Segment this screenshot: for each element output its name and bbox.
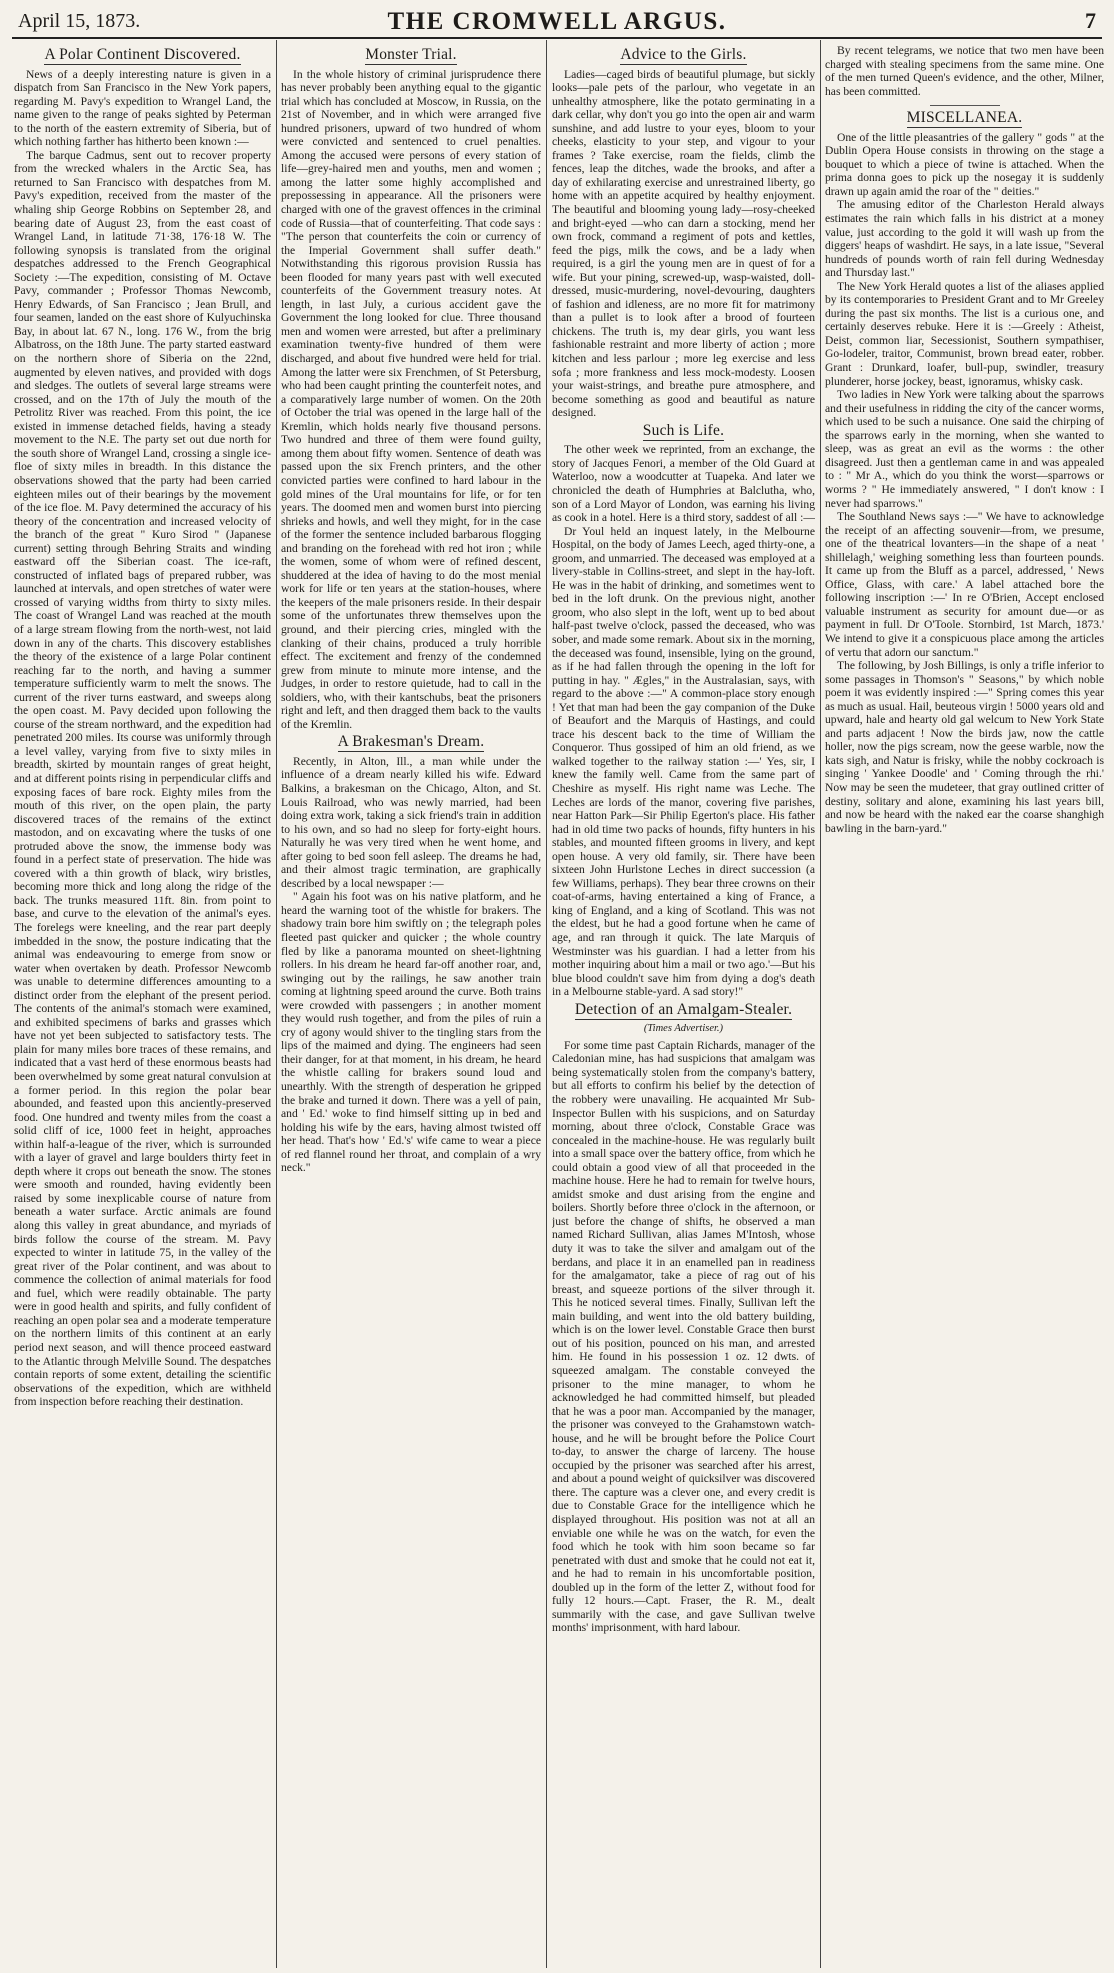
article-paragraph: The other week we reprinted, from an exchange, the story of Jacques Fenori, a member of the Old Guard at Waterloo, now a woodcutter at Tuapeka. And later we chronicled the death of Humphries at Balclutha, who, son of a Lord Mayor of London, was earning his living as cook in a hotel. Here is a third story, saddest of all :— [552, 443, 815, 525]
article-amalgam-stealer-continued [825, 44, 1104, 98]
article-headline: MISCELLANEA. [906, 109, 1023, 127]
newspaper-title: THE CROMWELL ARGUS. [387, 8, 727, 35]
article-headline: Such is Life. [642, 421, 725, 439]
column-2 [281, 44, 541, 1964]
article-miscellanea [825, 111, 1104, 835]
masthead-rule [12, 37, 1102, 39]
column-divider [546, 40, 547, 1968]
issue-date: April 15, 1873. [18, 10, 141, 32]
article-monster-trial [281, 48, 541, 731]
article-amalgam-stealer [552, 1000, 815, 1635]
article-source: (Times Advertiser.) [643, 1023, 724, 1035]
article-headline: Monster Trial. [365, 46, 457, 63]
article-brakesmans-dream [281, 735, 541, 1175]
article-headline: Detection of an Amalgam-Stealer. [574, 1000, 793, 1018]
article-paragraph: Recently, in Alton, Ill., a man while under the influence of a dream nearly killed his wife. Edward Balkins, a brakesman on the Chicago, Alton, and St. Louis Railroad, who was newly married, had been doing extra work, taking a sick friend's train in addition to his own, and so had no sleep for forty-eight hours. Naturally he was very tired when he went home, and after going to bed soon fell asleep. The dreams he had, and their almost tragic termination, are graphically described by a local newspaper :— [281, 754, 541, 890]
article-paragraph: The barque Cadmus, sent out to recover property from the wrecked whalers in the Arctic Sea, has returned to San Francisco with despatches from M. Pavy's expedition, received from the master of the whaling ship George Robbins on September 28, and bearing date of August 23, from the east coast of Wrangel Land, in latitude 71·38, 176·18 W. The following synopsis is translated from the original despatches addressed to the French Geographical Society :—The expedition, consisting of M. Octave Pavy, commander ; Professor Thomas Newcomb, Henry Edwards, of San Francisco ; Jean Brull, and four seamen, landed on the east shore of Kulyuchinska Bay, in about lat. 67 N., long. 176 W., from the brig Albatross, on the 18th June. The party started eastward on the northern shore of Siberia on the 22nd, augmented by eleven natives, and provided with dogs and sledges. The outlets of several large streams were crossed, and on the 17th of July the mouth of the Petrolitz River was reached. From this point, the ice existed in immense detached fields, having a steady movement to the N.E. The party set out due north for the south shore of Wrangel Land, crossing a single ice-floe of sixty miles in breadth. In this distance the observations showed that the party had been carried eighteen miles out of their bearings by the movement of the ice floe. M. Pavy determined the accuracy of his theory of the concentration and increased velocity of the branch of the great " Kuro Sirod " (Japanese current) setting through Behring Straits and winding eastward off the Siberian coast. The ice-raft, constructed of inflated bags of prepared rubber, was launched at intervals, and open stretches of water were crossed of varying widths from thirty to sixty miles. The coast of Wrangel Land was reached at the mouth of a large stream flowing from the north-west, not laid down in any of the charts. This discovery establishes the theory of the existence of a large Polar continent reaching far to the north, and having a summer temperature sufficiently warm to melt the snows. The current of the river turns eastward, and sweeps along the open coast. M. Pavy decided upon following the course of the stream northward, and the expedition had penetrated 200 miles. Its course was uniformly through a level valley, varying from five to sixty miles in breadth, skirted by mountain ranges of great height, and at different points rising in perpendicular cliffs and exposing faces of bare rock. Eighty miles from the mouth of this river, on the open plain, the party discovered traces of the remains of the extinct mastodon, and on excavating where the tusks of one protruded above the snow, the immense body was found in a perfect state of preservation. The hide was covered with a thin growth of black, wiry bristles, becoming more thick and long along the ridge of the back. The trunks measured 11ft. 8in. from point to base, and curve to the elevation of the animal's eyes. The forelegs were kneeling, and the rear part deeply imbedded in the snow, the posture indicating that the animal was endeavouring to emerge from snow or water when overtaken by death. Professor Newcomb was unable to determine differences amounting to a distinct order from the elephant of the present period. The contents of the animal's stomach were examined, and exhibited specimens of barks and grasses which have not yet been subjected to satisfactory tests. The plain for many miles bore traces of these remains, and indicated that a vast herd of these enormous beasts had been overwhelmed by some great natural convulsion at a former period. In this region the polar bear abounded, and feasted upon this anciently-preserved food. One hundred and twenty miles from the coast a solid cliff of ice, 1000 feet in height, approaches within half-a-league of the river, which is surrounded with a layer of gravel and large boulders thirty feet in depth where it crops out beneath the snow. The stones were smooth and rounded, having evidently been raised by some inexplicable course of nature from beneath a water surface. Arctic animals are found along this valley in great abundance, and myriads of birds follow the course of the stream. M. Pavy expected to winter in latitude 75, in the valley of the great river of the Polar continent, and was about to commence the collection of animal materials for food and fuel, which were readily obtainable. The party were in good health and spirits, and fully confident of reaching an open polar sea and a moderate temperature on the northern limits of this continent at an early period next season, and will thence proceed eastward to the Atlantic through Melville Sound. The despatches contain reports of some extent, detailing the scientific observations of the expedition, which are withheld from inspection before reaching their destination. [14, 148, 271, 1409]
article-paragraph: " Again his foot was on his native platform, and he heard the warning toot of the whistle for brakers. The shadowy train bore him swiftly on ; the telegraph poles fleeted past quicker and quicker ; the whole country fled by like a panorama mounted on sheet-lightning rollers. In his dream he heard far-off another roar, and, swinging out by the railings, he saw another train coming at lightning speed around the curve. Both trains were crowded with passengers ; in another moment they would rush together, and from the piles of ruin a cry of agony would shiver to the tingling stars from the lips of the maimed and dying. The engineers had seen their danger, for at that moment, in his dream, he heard the whistle calling for brakers sound loud and unearthly. With the strength of desperation he gripped the brake and turned it down. There was a yell of pain, and ' Ed.' woke to find himself sitting up in bed and holding his wife by the ears, having almost twisted off her head. That's how ' Ed.'s' wife came to wear a piece of red flannel round her throat, and complain of a wry neck." [281, 890, 541, 1175]
article-paragraph: Ladies—caged birds of beautiful plumage, but sickly looks—pale pets of the parlour, who vegetate in an unhealthy atmosphere, like the potato germinating in a dark cellar, why don't you go into the open air and warm sunshine, and add lustre to your eyes, bloom to your cheeks, elasticity to your step, and vigour to your frames ? Take exercise, roam the fields, climb the fences, leap the ditches, wade the brooks, and after a day of exhilarating exercise and unrestrained liberty, go home with an appetite acquired by healthy enjoyment. The beautiful and blooming young lady—rosy-cheeked and bright-eyed —who can darn a stocking, mend her own frock, command a regiment of pots and kettles, feed the pigs, milk the cows, and be a lady when required, is a girl the young men are in quest of for a wife. But your pining, screwed-up, wasp-waisted, doll-dressed, music-murdering, novel-devouring, daughters of fashion and idleness, are no more fit for matrimony than a pullet is to look after a brood of fourteen chickens. The truth is, my dear girls, you want less fashionable restraint and more liberty of action ; more kitchen and less parlour ; more leg exercise and less sofa ; more frankness and less mock-modesty. Loosen your waist-strings, and breathe pure atmosphere, and become something as good and beautiful as nature designed. [552, 67, 815, 420]
article-headline: Advice to the Girls. [620, 46, 747, 63]
article-paragraph: The Southland News says :—" We have to acknowledge the receipt of an affecting souvenir—from, we presume, one of the theatrical lovanters—in the shape of a neat ' shillelagh,' weighing something less than fourteen pounds. It came up from the Bluff as a parcel, addressed, ' News Office, Glass, with care.' A label attached bore the following inscription :—' In re O'Brien, Accept enclosed valuable instrument as security for amount due—or as payment in full. Dr O'Toole. Stornbird, 1st March, 1873.' We intend to give it a conspicuous place among the articles of vertu that adorn our sanctum." [825, 510, 1104, 659]
article-paragraph: News of a deeply interesting nature is given in a dispatch from San Francisco in the New York papers, regarding M. Pavy's expedition to Wrangel Land, the name given to the range of peaks sighted by Peterman to the north of the eastern extremity of Siberia, but of which nothing farther has hitherto been known :— [14, 67, 271, 149]
article-headline: A Polar Continent Discovered. [44, 46, 241, 63]
article-paragraph: The New York Herald quotes a list of the aliases applied by its contemporaries to President Grant and to Mr Greeley during the past six months. The list is a curious one, and certainly deserves rebuke. Here it is :—Greely : Atheist, Deist, common liar, Secessionist, Southern sympathiser, Go-lodeler, traitor, Communist, brown bread eater, robber. Grant : Drunkard, loafer, bull-pup, swindler, treasury plunderer, horse jockey, beast, ignoramus, whisky cask. [825, 279, 1104, 388]
article-advice-to-girls [552, 48, 815, 420]
article-paragraph: Dr Youl held an inquest lately, in the Melbourne Hospital, on the body of James Leech, aged thirty-one, a groom, and unmarried. The deceased was employed at a livery-stable in Collins-street, and slept in the hay-loft. He was in the habit of drinking, and sometimes went to bed in the loft drunk. On the previous night, another groom, who also slept in the loft, went up to bed about half-past twelve o'clock, passed the deceased, who was sober, and made some remark. About six in the morning, the deceased was found, insensible, lying on the ground, as if he had fallen through the opening in the loft for putting in hay. " Ægles," in the Australasian, says, with regard to the above :—" A common-place story enough ! Yet that man had been the gay companion of the Duke of Beaufort and the Marquis of Hastings, and could trace his descent back to the time of William the Conqueror. Thus gossiped of him an old friend, as we walked together to the railway station :—' Yes, sir, I knew the family well. Came from the same part of Cheshire as myself. His right name was Leche. The Leches are lords of the manor, covering five parishes, near Hatton Park—Sir Philip Egerton's place. His father had in old time two packs of hounds, fifty hunters in his stables, and mounted fifteen grooms in livery, and kept open house. A very old family, sir. There have been sixteen John Hurlstone Leches in direct succession (a few Williams, perhaps). They bear three crowns on their coat-of-arms, having entertained a king of France, a king of England, and a king of Scotland. This was not the eldest, but he had a good fortune when he came of age, and ran through it quick. The late Marquis of Westminster was his guardian. I had a letter from his mother inquiring about him a mail or two ago.'—But his blue blood couldn't save him from dying a dog's death in a Melbourne stable-yard. A sad story!" [552, 524, 815, 999]
article-paragraph: Two ladies in New York were talking about the sparrows and their usefulness in ridding the city of the cancer worms, which used to be such a nuisance. One said the chirping of the sparrows early in the morning, when she wanted to sleep, was as great an evil as the worms : the other disagreed. Just then a gentleman came in and was appealed to : " Mr A., which do you think the worst—sparrows or worms ? " He immediately answered, " I don't know : I never had sparrows." [825, 388, 1104, 510]
section-rule [930, 105, 1000, 106]
column-1 [14, 44, 271, 1964]
article-polar-continent [14, 48, 271, 1409]
column-divider [276, 40, 277, 1968]
article-paragraph: One of the little pleasantries of the gallery " gods " at the Dublin Opera House consists in throwing on the stage a bouquet to which a piece of twine is attached. When the prima donna goes to pick up the nosegay it is suddenly drawn up again amid the roar of the " deities." [825, 130, 1104, 198]
article-paragraph: For some time past Captain Richards, manager of the Caledonian mine, has had suspicions that amalgam was being systematically stolen from the company's battery, but all efforts to confirm his belief by the detection of the robbery were unavailing. He acquainted Mr Sub-Inspector Bullen with his suspicions, and on Saturday morning, about three o'clock, Constable Grace was concealed in the machine-house. He was regularly built into a small space over the battery office, from which he could obtain a good view of all that proceeded in the machine house. Here he had to remain for twelve hours, amidst smoke and dust arising from the engine and boilers. Shortly before three o'clock in the afternoon, or just before the change of shifts, he observed a man named Richard Sullivan, alias James M'Intosh, whose duty it was to take the silver and amalgam out of the berdans, and place it in an enamelled pan in readiness for the amalgamator, take a piece of rag out of his breast, and squeeze portions of the silver through it. This he noticed several times. Finally, Sullivan left the main building, and went into the old battery building, which is on the lower level. Constable Grace then burst out of his position, pounced on his man, and arrested him. He found in his possession 1 oz. 12 dwts. of squeezed amalgam. The constable conveyed the prisoner to the mine manager, to whom he acknowledged he had committed himself, but pleaded that he was a poor man. Accompanied by the manager, the prisoner was conveyed to the Grahamstown watch-house, and he will be brought before the Police Court to-day, to answer the charge of larceny. The house occupied by the prisoner was searched after his arrest, and about a pound weight of quicksilver was discovered there. The capture was a clever one, and every credit is due to Constable Grace for the intelligence which he displayed throughout. His position was not at all an enviable one while he was on the watch, for even the food which he took with him soon became so far penetrated with dust and smoke that he could not eat it, and he had to remain in his uncomfortable position, doubled up in the form of the letter Z, without food for fully 12 hours.—Capt. Fraser, the R. M., dealt summarily with the case, and gave Sullivan twelve months' imprisonment, with hard labour. [552, 1038, 815, 1635]
column-3 [552, 44, 815, 1964]
page-number: 7 [1085, 8, 1096, 33]
article-headline: A Brakesman's Dream. [337, 733, 485, 751]
article-such-is-life [552, 421, 815, 999]
column-divider [820, 40, 821, 1968]
article-paragraph: In the whole history of criminal jurisprudence there has never probably been anything equal to the gigantic trial which has concluded at Moscow, in Russia, on the 21st of November, and in which were arranged five hundred prisoners, upward of two hundred of whom were convicted and sentenced to cruel penalties. Among the accused were persons of every station of life—grey-haired men and youths, men and women ; among the latter some highly accomplished and prepossessing in appearance. All the prisoners were charged with one of the gravest offences in the criminal code of Russia—that of counterfeiting. That code says : "The person that counterfeits the coin or currency of the Imperial Government shall suffer death." Notwithstanding this rigorous provision Russia has been flooded for many years past with well executed counterfeits of the Government treasury notes. At length, in last July, a curious accident gave the Government the long looked for clue. Three thousand men and women were arrested, but after a preliminary examination twenty-five hundred of them were discharged, and about five hundred were held for trial. Among the latter were six Frenchmen, of St Petersburg, who had been caught printing the counterfeit notes, and a comparatively large number of women. On the 20th of October the trial was opened in the large hall of the Kremlin, which holds nearly five thousand persons. Two hundred and three of them were found guilty, among them about fifty women. Sentence of death was passed upon the six French printers, and the other convicted parties were confined to hard labour in the gold mines of the Ural mountains for life, or for ten years. The doomed men and women burst into piercing shrieks and howls, and well they might, for in the case of the former the sentence included barbarous flogging and branding on the forehead with red hot iron ; while the women, some of whom were of refined descent, shuddered at the idea of having to do the most menial work for life or ten years at the station-houses, where the keepers of the male prisoners reside. In their despair some of the unfortunates threw themselves upon the ground, and their piercing cries, mingled with the clanking of their chains, produced a truly horrible effect. The excitement and frenzy of the condemned grew from minute to minute more intense, and the Judges, in order to restore quietude, had to call in the soldiers, who, with their kantschubs, beat the prisoners right and left, and then dragged them back to the vaults of the Kremlin. [281, 67, 541, 731]
article-paragraph: The following, by Josh Billings, is only a trifle inferior to some passages in Thomson's " Seasons," by which noble poem it was evidently inspired :—" Spring comes this year as much as usual. Hail, beuteous virgin ! 5000 years old and upward, hale and hearty old gal welcum to New York State and parts adjacent ! Now the birds jaw, now the cattle holler, now the pigs scream, now the geese warble, now the kats sigh, and Natur is frisky, while the nobby cockroach is singing ' Yankee Doodle' and ' Coming through the rhi.' Now may be seen the mudeteer, that gray outlined critter of destiny, solitary and alone, examining his last years bill, and now be heard with the naked ear the coarse shanghigh bawling in the barn-yard." [825, 659, 1104, 835]
article-paragraph: By recent telegrams, we notice that two men have been charged with stealing specimens from the same mine. One of the men turned Queen's evidence, and the other, Milner, has been committed. [825, 44, 1104, 98]
article-paragraph: The amusing editor of the Charleston Herald always estimates the rain which falls in his district at a money value, just according to the gold it will wash up from the diggers' heaps of washdirt. He says, in a late issue, "Several hundreds of pounds worth of rain fell during Wednesday and Thursday last." [825, 198, 1104, 280]
masthead [18, 6, 1096, 36]
column-4 [825, 44, 1104, 1964]
